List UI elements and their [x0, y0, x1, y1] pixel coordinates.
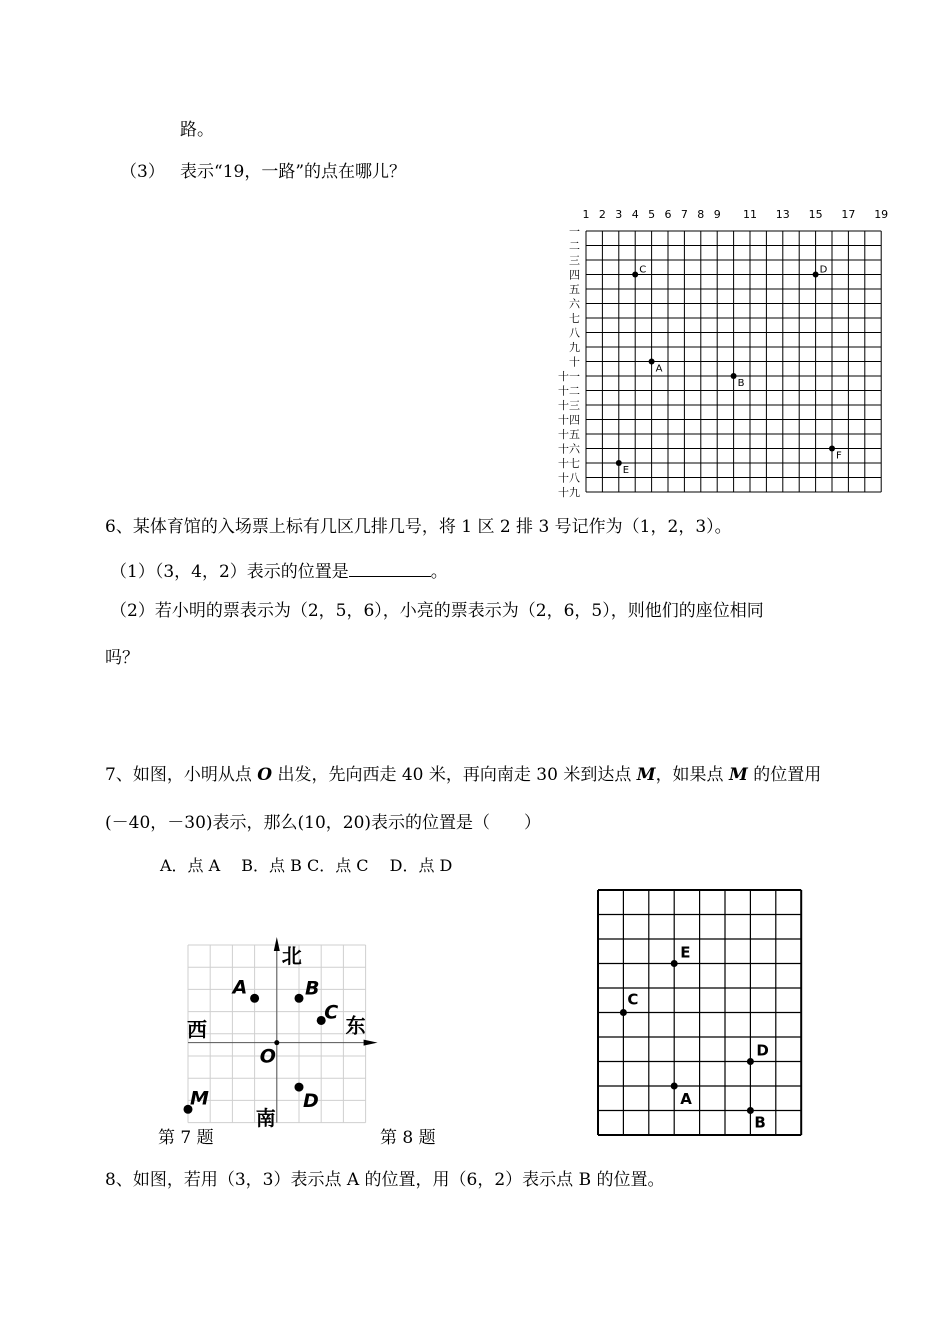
point-label: B: [754, 1113, 766, 1132]
row-label: 十一: [558, 370, 580, 383]
row-label: 五: [569, 283, 580, 296]
question-3-text: 表示“19，一路”的点在哪儿？: [180, 162, 407, 182]
south-label: 南: [255, 1105, 276, 1130]
grid-point: [616, 460, 622, 466]
q7-text-c: ，如果点: [655, 765, 729, 785]
row-label: 十: [569, 355, 580, 369]
question-7-line-1: [105, 765, 821, 785]
point-label: B: [737, 378, 745, 389]
row-label: 十八: [558, 471, 580, 485]
grid-point: [671, 1083, 678, 1090]
row-label: 三: [569, 254, 580, 267]
q7-text-b: 出发，先向西走 40 米，再向南走 30 米到达点: [272, 765, 637, 785]
grid-point: [829, 446, 835, 452]
question-6-part-1-text: （1）（3，4，2）表示的位置是: [110, 562, 349, 582]
compass-point: [295, 994, 304, 1003]
compass-point-label: C: [324, 1001, 339, 1024]
grid-point: [632, 272, 638, 278]
q7-point-m-2: M: [728, 765, 748, 785]
row-label: 十四: [558, 413, 580, 427]
grid-point: [649, 359, 655, 365]
row-label: 四: [569, 268, 580, 282]
grid-point: [731, 373, 737, 379]
west-label: 西: [187, 1017, 207, 1042]
grid-board-figure: [558, 205, 889, 515]
column-label: 6: [664, 208, 672, 221]
question-7-options: A．点 A B．点 B C．点 C D．点 D: [160, 856, 453, 875]
grid-point: [813, 272, 819, 278]
east-label: 东: [345, 1013, 366, 1038]
column-label: 9: [713, 208, 721, 221]
column-label: 7: [680, 208, 688, 221]
caption-figure-7: 第 7 题: [158, 1128, 214, 1148]
north-label: 北: [281, 944, 302, 968]
point-label: D: [819, 264, 828, 276]
point-label: A: [680, 1090, 692, 1108]
point-label: E: [680, 943, 691, 962]
q7-text-a: 7、如图，小明从点: [105, 765, 258, 785]
compass-point-label: A: [232, 976, 248, 999]
column-label: 8: [697, 208, 705, 221]
point-label: A: [655, 363, 663, 375]
column-label: 11: [743, 208, 757, 221]
row-label: 十二: [558, 384, 580, 398]
row-label: 八: [569, 326, 580, 340]
figure-7-compass-grid: [180, 935, 380, 1130]
grid-point: [671, 960, 678, 967]
compass-point-label: B: [305, 977, 320, 1000]
point-label: C: [639, 264, 647, 276]
north-arrow: [274, 937, 280, 951]
column-label: 1: [582, 208, 590, 221]
question-6-part-2-line-2: 吗？: [105, 648, 139, 668]
question-6-stem: 6、某体育馆的入场票上标有几区几排几号，将 1 区 2 排 3 号记作为（1，2，3）。: [105, 517, 732, 537]
row-label: 十九: [558, 486, 580, 499]
column-label: 19: [874, 208, 889, 221]
east-arrow: [364, 1040, 378, 1046]
row-label: 六: [569, 297, 580, 311]
answer-blank[interactable]: [349, 560, 431, 577]
point-label: E: [622, 465, 630, 476]
question-7-line-2: (－40，－30)表示，那么(10，20)表示的位置是（ ）: [105, 813, 542, 833]
compass-point-label: M: [190, 1087, 209, 1110]
point-label: C: [627, 990, 639, 1009]
question-3-number: （3）: [120, 162, 165, 182]
grid-point: [747, 1107, 754, 1114]
compass-point-label: D: [303, 1090, 319, 1113]
origin-label: O: [259, 1045, 276, 1068]
point-label: D: [756, 1041, 769, 1060]
row-label: 十六: [558, 442, 580, 456]
compass-point: [250, 994, 259, 1003]
grid-point: [747, 1058, 754, 1065]
column-label: 2: [598, 208, 606, 221]
origin-point: [274, 1040, 279, 1045]
row-label: 九: [569, 341, 580, 354]
row-label: 十三: [558, 399, 580, 412]
question-6-part-1: [110, 560, 448, 582]
column-label: 3: [615, 208, 623, 221]
row-label: 十五: [558, 428, 580, 441]
row-label: 一: [569, 225, 580, 238]
row-label: 七: [569, 312, 580, 325]
column-label: 17: [841, 208, 856, 221]
point-label: F: [836, 450, 842, 462]
continued-text-road: 路。: [180, 120, 214, 140]
caption-figure-8: 第 8 题: [380, 1128, 436, 1148]
question-8-stem: 8、如图，若用（3，3）表示点 A 的位置，用（6，2）表示点 B 的位置。: [105, 1170, 665, 1190]
q7-point-o: O: [257, 765, 273, 785]
row-label: 二: [569, 239, 580, 253]
figure-8-grid: [590, 885, 810, 1140]
row-label: 十七: [558, 457, 580, 470]
column-label: 13: [775, 208, 790, 221]
grid-point: [620, 1009, 627, 1016]
column-label: 4: [631, 208, 639, 221]
column-label: 5: [648, 208, 656, 221]
column-label: 15: [808, 208, 823, 221]
question-6-part-2-line-1: （2）若小明的票表示为（2，5，6），小亮的票表示为（2，6，5），则他们的座位相同: [110, 601, 764, 621]
q7-point-m: M: [636, 765, 656, 785]
question-6-part-1-end: 。: [430, 562, 448, 582]
q7-text-d: 的位置用: [747, 765, 822, 785]
